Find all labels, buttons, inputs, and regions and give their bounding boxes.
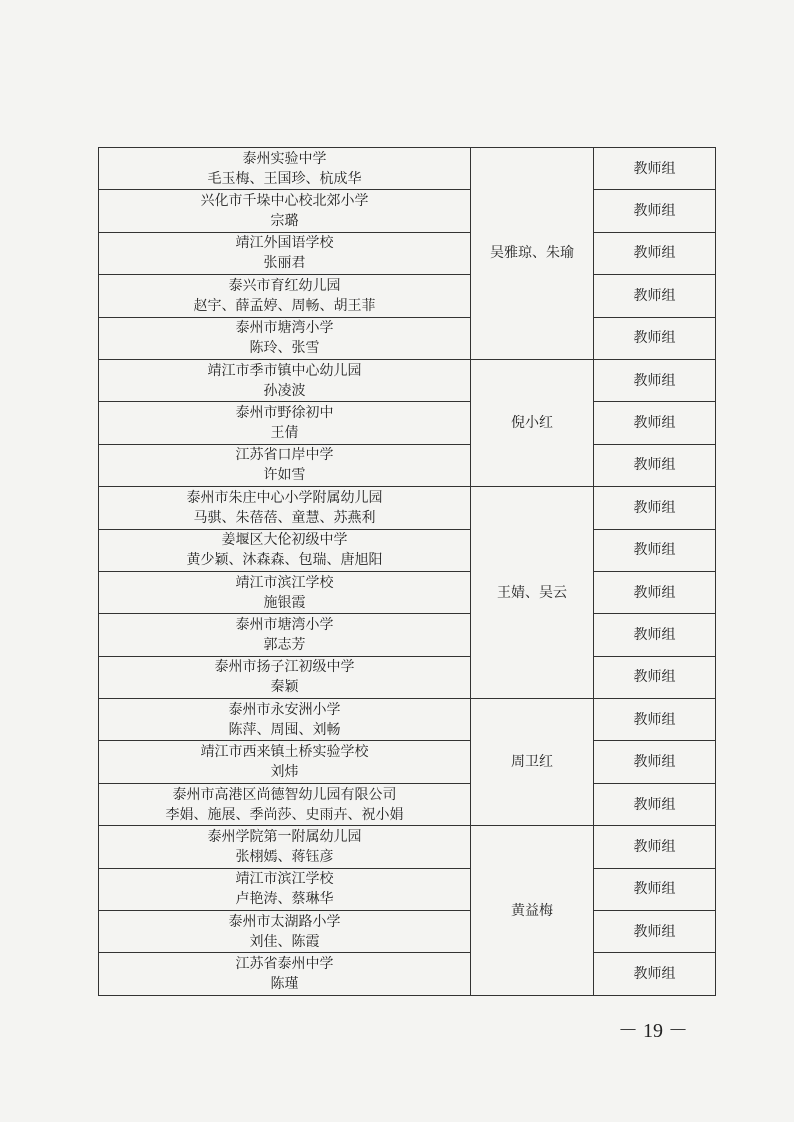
school-name: 江苏省口岸中学: [235, 447, 334, 464]
entry-cell: [99, 275, 471, 317]
member-names: 郭志芳: [263, 636, 306, 653]
group-cell: 教师组: [594, 444, 716, 486]
table-row: [99, 148, 716, 190]
entry-cell: [99, 487, 471, 529]
advisor-cell: 黄益梅: [471, 826, 594, 996]
group-cell: 教师组: [594, 190, 716, 232]
group-cell: 教师组: [594, 402, 716, 444]
award-table: [98, 147, 716, 996]
member-names: 陈萍、周囤、刘畅: [228, 721, 341, 738]
entry-cell: [99, 953, 471, 995]
entry-cell: [99, 444, 471, 486]
table-row: [99, 444, 716, 486]
member-names: 刘佳、陈霞: [249, 933, 320, 950]
entry-cell: [99, 868, 471, 910]
entry-cell: [99, 317, 471, 359]
school-name: 靖江市滨江学校: [235, 871, 334, 888]
school-name: 泰兴市育红幼儿园: [228, 277, 341, 294]
table-row: [99, 826, 716, 868]
group-cell: 教师组: [594, 275, 716, 317]
member-names: 许如雪: [263, 467, 306, 484]
school-name: 泰州市永安洲小学: [228, 701, 341, 718]
table-row: [99, 529, 716, 571]
table-row: [99, 656, 716, 698]
school-name: 泰州市高港区尚德智幼儿园有限公司: [172, 786, 397, 803]
page-number: － 19 －: [618, 1020, 688, 1042]
table-row: [99, 359, 716, 401]
group-cell: 教师组: [594, 656, 716, 698]
entry-cell: [99, 359, 471, 401]
member-names: 陈瑾: [270, 976, 299, 993]
group-cell: 教师组: [594, 868, 716, 910]
member-names: 卢艳涛、蔡琳华: [235, 891, 334, 908]
table-row: [99, 571, 716, 613]
member-names: 宗璐: [270, 213, 299, 230]
member-names: 李娟、施展、季尚莎、史雨卉、祝小娟: [165, 806, 404, 823]
group-cell: 教师组: [594, 614, 716, 656]
group-cell: 教师组: [594, 529, 716, 571]
member-names: 施银霞: [263, 594, 306, 611]
group-cell: 教师组: [594, 487, 716, 529]
table-row: [99, 402, 716, 444]
table-row: [99, 614, 716, 656]
school-name: 泰州市塘湾小学: [235, 616, 334, 633]
entry-cell: [99, 783, 471, 825]
school-name: 江苏省泰州中学: [235, 956, 334, 973]
entry-cell: [99, 402, 471, 444]
school-name: 泰州市塘湾小学: [235, 320, 334, 337]
school-name: 靖江市季市镇中心幼儿园: [207, 362, 362, 379]
entry-cell: [99, 741, 471, 783]
school-name: 靖江市西来镇土桥实验学校: [200, 744, 369, 761]
table-row: [99, 190, 716, 232]
group-cell: 教师组: [594, 699, 716, 741]
member-names: 孙凌波: [263, 382, 306, 399]
group-cell: 教师组: [594, 783, 716, 825]
group-cell: 教师组: [594, 953, 716, 995]
member-names: 刘炜: [270, 764, 299, 781]
school-name: 泰州实验中学: [242, 150, 327, 167]
school-name: 泰州市野徐初中: [235, 405, 334, 422]
member-names: 毛玉梅、王国珍、杭成华: [207, 170, 362, 187]
member-names: 黄少颖、沐森森、包瑞、唐旭阳: [186, 552, 383, 569]
table-row: [99, 741, 716, 783]
group-cell: 教师组: [594, 571, 716, 613]
table-row: [99, 275, 716, 317]
advisor-cell: 倪小红: [471, 359, 594, 486]
table-row: [99, 232, 716, 274]
table-row: [99, 868, 716, 910]
table-row: [99, 911, 716, 953]
entry-cell: [99, 148, 471, 190]
table-row: [99, 783, 716, 825]
school-name: 泰州市朱庄中心小学附属幼儿园: [186, 489, 383, 506]
group-cell: 教师组: [594, 911, 716, 953]
school-name: 靖江市滨江学校: [235, 574, 334, 591]
advisor-cell: 王婧、吴云: [471, 487, 594, 699]
advisor-cell: 周卫红: [471, 699, 594, 826]
entry-cell: [99, 656, 471, 698]
advisor-cell: 吴雅琼、朱瑜: [471, 148, 594, 360]
school-name: 泰州市扬子江初级中学: [214, 659, 355, 676]
school-name: 泰州市太湖路小学: [228, 913, 341, 930]
entry-cell: [99, 911, 471, 953]
member-names: 陈玲、张雪: [249, 340, 320, 357]
member-names: 张丽君: [263, 255, 306, 272]
table-row: [99, 317, 716, 359]
school-name: 靖江外国语学校: [235, 235, 334, 252]
group-cell: 教师组: [594, 148, 716, 190]
entry-cell: [99, 190, 471, 232]
entry-cell: [99, 826, 471, 868]
group-cell: 教师组: [594, 359, 716, 401]
school-name: 泰州学院第一附属幼儿园: [207, 828, 362, 845]
table-row: [99, 699, 716, 741]
entry-cell: [99, 529, 471, 571]
table-row: [99, 487, 716, 529]
school-name: 姜堰区大伦初级中学: [221, 532, 348, 549]
group-cell: 教师组: [594, 826, 716, 868]
table-row: [99, 953, 716, 995]
member-names: 王倩: [270, 425, 299, 442]
entry-cell: [99, 699, 471, 741]
entry-cell: [99, 571, 471, 613]
member-names: 马骐、朱蓓蓓、童慧、苏燕利: [193, 509, 376, 526]
table-body: [99, 148, 716, 996]
group-cell: 教师组: [594, 317, 716, 359]
entry-cell: [99, 232, 471, 274]
entry-cell: [99, 614, 471, 656]
member-names: 张栩嫣、蒋钰彦: [235, 848, 334, 865]
member-names: 赵宇、薛孟婷、周畅、胡王菲: [193, 297, 376, 314]
group-cell: 教师组: [594, 741, 716, 783]
member-names: 秦颖: [270, 679, 299, 696]
school-name: 兴化市千垛中心校北郊小学: [200, 193, 369, 210]
group-cell: 教师组: [594, 232, 716, 274]
